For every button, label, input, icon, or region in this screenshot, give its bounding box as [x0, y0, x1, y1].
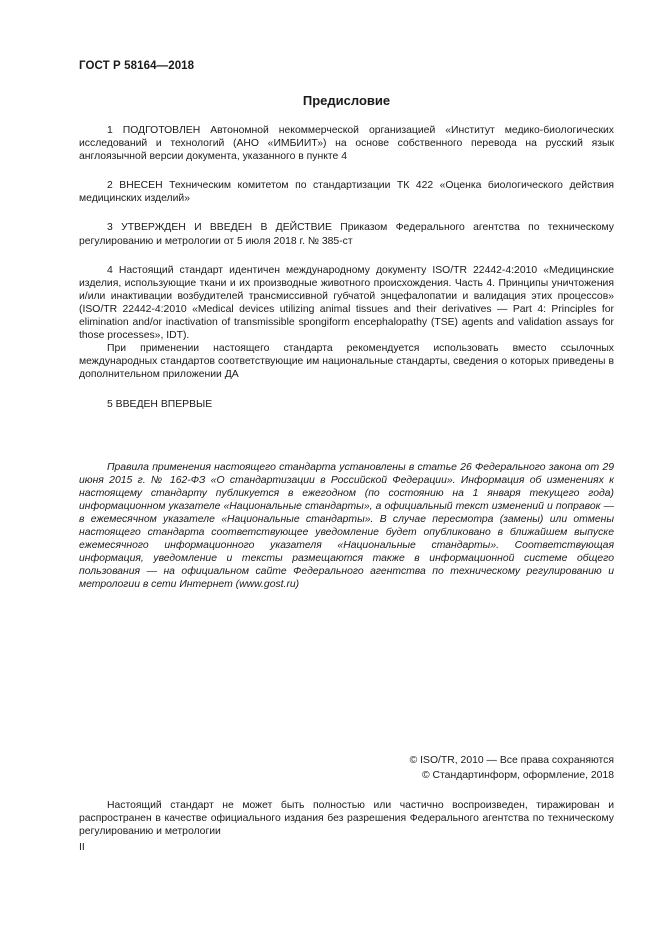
- application-rules-notice: Правила применения настоящего стандарта установлены в статье 26 Федерального закона от 29 июня 2015 г. № 162-ФЗ «О стандартизации в Российской Федерации». Информация об изменениях к настоящему стандарту публикуется в ежегодном (по состоянию на 1 января текущего года) информационном указателе «Национальные стандарты», а официальный текст изменений и поправок — в ежемесячном указателе «Национальные стандарты». В случае пересмотра (замены) или отмены настоящего стандарта соответствующее уведомление будет опубликовано в ближайшем выпуске ежемесячного информационного указателя «Национальные стандарты». Соответствующая информация, уведомление и тексты размещаются также в информационной системе общего пользования — на официальном сайте Федерального агентства по техническому регулированию и метрологии в сети Интернет (www.gost.ru): [79, 461, 614, 591]
- reproduction-notice-block: [79, 799, 614, 838]
- copyright-iso: © ISO/TR, 2010 — Все права сохраняются: [409, 755, 614, 766]
- page-title: Предисловие: [302, 93, 391, 108]
- item-prepared: 1 ПОДГОТОВЛЕН Автономной некоммерческой организацией «Институт медико-биологических исследований и технологий (АНО «ИМБИИТ») на основе собственного перевода на русский язык англоязычной версии документа, указанного в пункте 4: [79, 125, 614, 163]
- copyright-block: [79, 754, 614, 783]
- foreword-content: [79, 124, 614, 592]
- item-submitted: 2 ВНЕСЕН Техническим комитетом по стандартизации ТК 422 «Оценка биологического действия медицинских изделий»: [79, 180, 614, 205]
- copyright-standartinform: © Стандартинформ, оформление, 2018: [421, 769, 614, 781]
- page-number: II: [79, 842, 85, 853]
- reproduction-notice: Настоящий стандарт не может быть полностью или частично воспроизведен, тиражирован и распространен в качестве официального издания без разрешения Федерального агентства по техническому регулированию и метрологии: [79, 800, 614, 838]
- item-first-introduced: 5 ВВЕДЕН ВПЕРВЫЕ: [107, 398, 213, 410]
- item-application-note: При применении настоящего стандарта рекомендуется использовать вместо ссылочных международных стандартов соответствующие им национальные стандарты, сведения о которых приведены в дополнительном приложении ДА: [79, 343, 614, 381]
- item-approved: 3 УТВЕРЖДЕН И ВВЕДЕН В ДЕЙСТВИЕ Приказом Федерального агентства по техническому регулированию и метрологии от 5 июля 2018 г. № 385-ст: [79, 222, 614, 247]
- standard-code: ГОСТ Р 58164—2018: [79, 60, 195, 72]
- item-identical: 4 Настоящий стандарт идентичен международному документу ISO/TR 22442-4:2010 «Медицинские изделия, использующие ткани и их производные животного происхождения. Часть 4. Принципы уничтожения и/или инактивации возбудителей трансмиссивной губчатой энцефалопатии и валидация этих процессов» (ISO/TR 22442-4:2010 «Medical devices utilizing animal tissues and their derivatives — Part 4: Principles for elimination and/or inactivation of transmissible spongiform encephalopathy (TSE) agents and validation assays for those processes», IDT).: [79, 264, 614, 342]
